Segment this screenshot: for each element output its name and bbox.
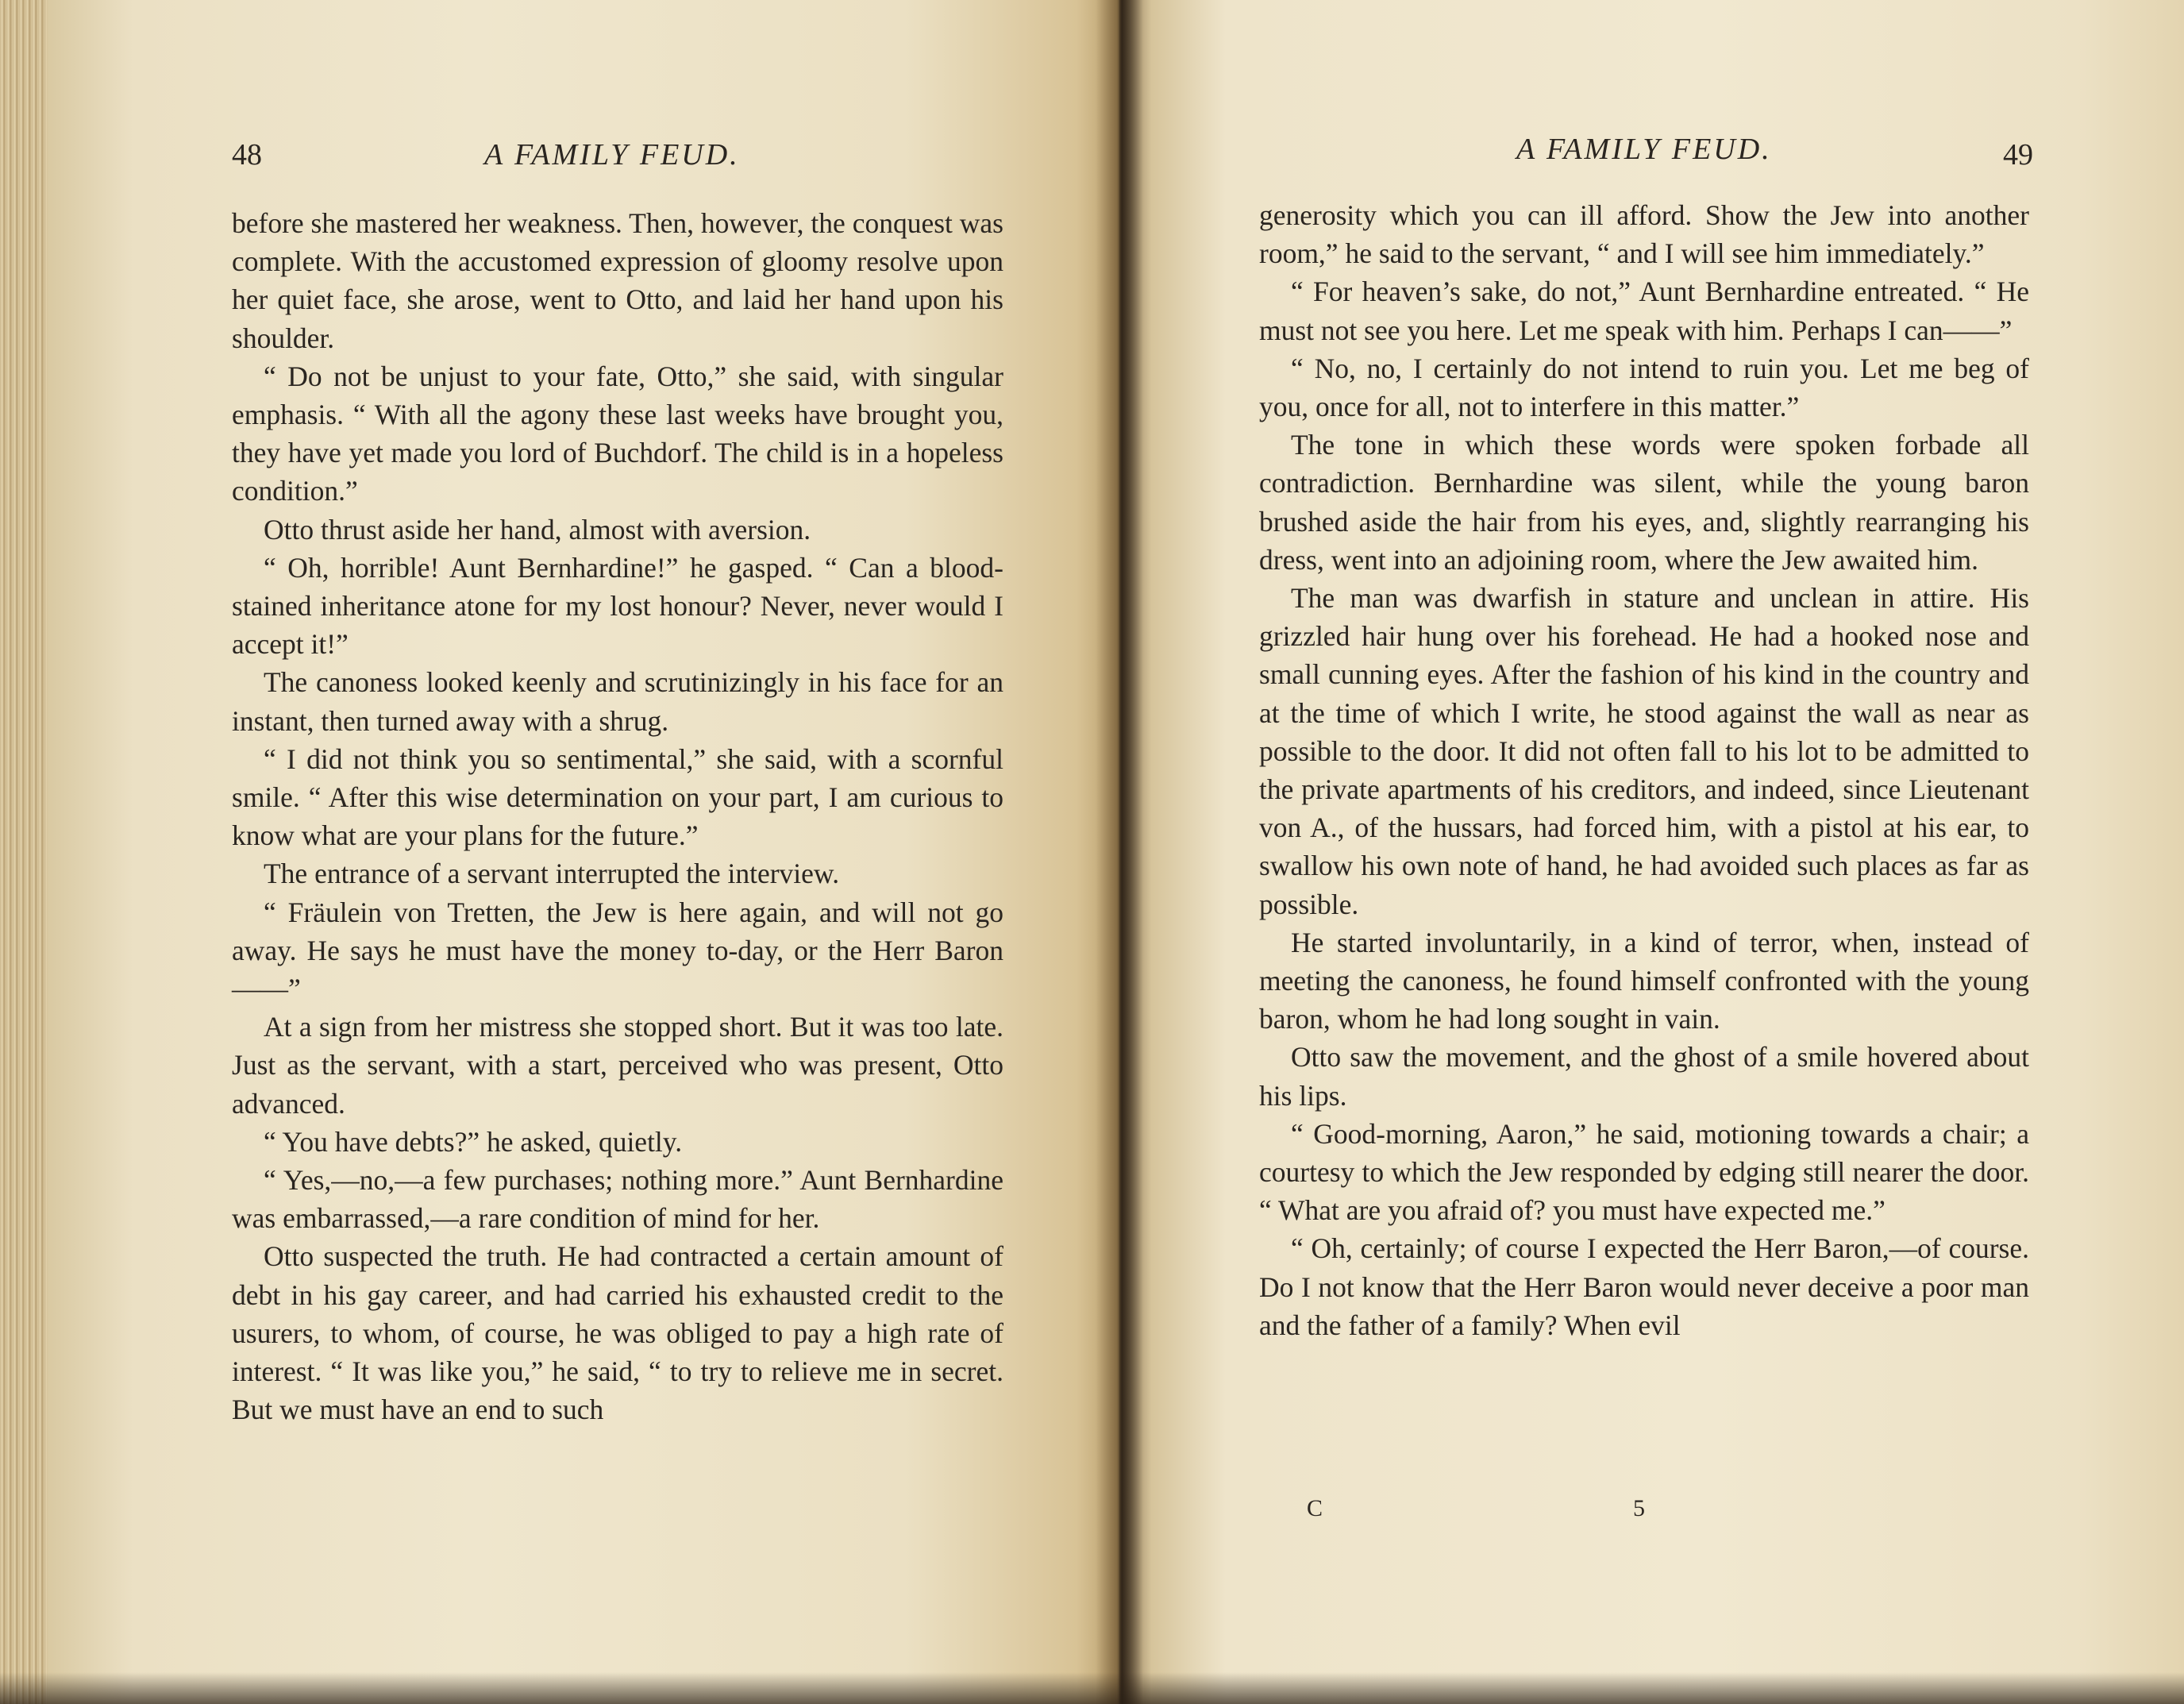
paragraph: The tone in which these words were spoken forbade all contradiction. Bernhardine was silent, while the young baron brushed aside the hair from his eyes, and, slightly rearranging his dress, went into an adjoining room, where the Jew awaited him. bbox=[1259, 429, 2029, 576]
paragraph: Otto saw the movement, and the ghost of a smile hovered about his lips. bbox=[1259, 1041, 2029, 1112]
bottom-shadow bbox=[0, 1672, 2184, 1704]
paragraph: generosity which you can ill afford. Show the Jew into another room,” he said to the servant, “ and I will see him immediately.” bbox=[1259, 199, 2029, 270]
signature-letter: C bbox=[1307, 1495, 1323, 1521]
right-running-title: A FAMILY FEUD. bbox=[1516, 133, 1772, 166]
right-page-number: 49 bbox=[2003, 138, 2033, 172]
left-running-title: A FAMILY FEUD. bbox=[484, 138, 740, 172]
paragraph: “ You have debts?” he asked, quietly. bbox=[264, 1125, 683, 1158]
paragraph: “ Oh, certainly; of course I expected the Herr Baron,—of course. Do I not know that the Herr Baron would never deceive a poor man and the father of a family? When evil bbox=[1259, 1232, 2029, 1341]
paragraph: Otto thrust aside her hand, almost with aversion. bbox=[264, 513, 811, 546]
left-page-text bbox=[232, 204, 1003, 1429]
paragraph: “ I did not think you so sentimental,” she said, with a scornful smile. “ After this wise determination on your part, I am curious to know what are your plans for the future.” bbox=[232, 742, 1003, 852]
paragraph: The canoness looked keenly and scrutinizingly in his face for an instant, then turned away with a shrug. bbox=[232, 666, 1003, 737]
paragraph: “ Yes,—no,—a few purchases; nothing more.” Aunt Bernhardine was embarrassed,—a rare condition of mind for her. bbox=[232, 1164, 1003, 1235]
paragraph: Otto suspected the truth. He had contracted a certain amount of debt in his gay career, and had carried his exhausted credit to the usurers, to whom, of course, he was obliged to pay a high rate of interest. “ It was like you,” he said, “ to try to relieve me in secret. But we must have an end to such bbox=[232, 1240, 1003, 1426]
paragraph: “ Oh, horrible! Aunt Bernhardine!” he gasped. “ Can a blood-stained inheritance atone for my lost honour? Never, never would I accept it!” bbox=[232, 551, 1003, 661]
paragraph: “ For heaven’s sake, do not,” Aunt Bernhardine entreated. “ He must not see you here. Let me speak with him. Perhaps I can——” bbox=[1259, 276, 2029, 346]
paragraph: before she mastered her weakness. Then, however, the conquest was complete. With the accustomed expression of gloomy resolve upon her quiet face, she arose, went to Otto, and laid her hand upon his shoulder. bbox=[232, 207, 1003, 354]
paragraph: “ Fräulein von Tretten, the Jew is here again, and will not go away. He says he must have the money to-day, or the Herr Baron——” bbox=[232, 896, 1003, 1005]
paragraph: At a sign from her mistress she stopped short. But it was too late. Just as the servant, with a start, perceived who was present, Otto advanced. bbox=[232, 1011, 1003, 1120]
right-page-text bbox=[1259, 196, 2029, 1344]
left-page-number: 48 bbox=[232, 138, 262, 172]
paragraph: “ No, no, I certainly do not intend to ruin you. Let me beg of you, once for all, not to interfere in this matter.” bbox=[1259, 352, 2029, 423]
paragraph: “ Do not be unjust to your fate, Otto,” she said, with singular emphasis. “ With all the agony these last weeks have brought you, they have yet made you lord of Buchdorf. The child is in a hopeless condition.” bbox=[232, 360, 1003, 507]
signature-number: 5 bbox=[1633, 1495, 1645, 1521]
paragraph: The man was dwarfish in stature and unclean in attire. His grizzled hair hung over his forehead. He had a hooked nose and small cunning eyes. After the fashion of his kind in the country and at the time of which I write, he stood against the wall as near as possible to the door. It did not often fall to his lot to be admitted to the private apartments of his creditors, and indeed, since Lieutenant von A., of the hussars, had forced him, with a pistol at his ear, to swallow his own note of hand, he had avoided such places as far as possible. bbox=[1259, 582, 2029, 920]
paragraph: “ Good-morning, Aaron,” he said, motioning towards a chair; a courtesy to which the Jew responded by edging still nearer the door. “ What are you afraid of? you must have expected me.” bbox=[1259, 1117, 2029, 1227]
paragraph: The entrance of a servant interrupted the interview. bbox=[264, 858, 840, 890]
paragraph: He started involuntarily, in a kind of terror, when, instead of meeting the canoness, he found himself confronted with the young baron, whom he had long sought in vain. bbox=[1259, 926, 2029, 1035]
book-gutter bbox=[1096, 0, 1143, 1704]
